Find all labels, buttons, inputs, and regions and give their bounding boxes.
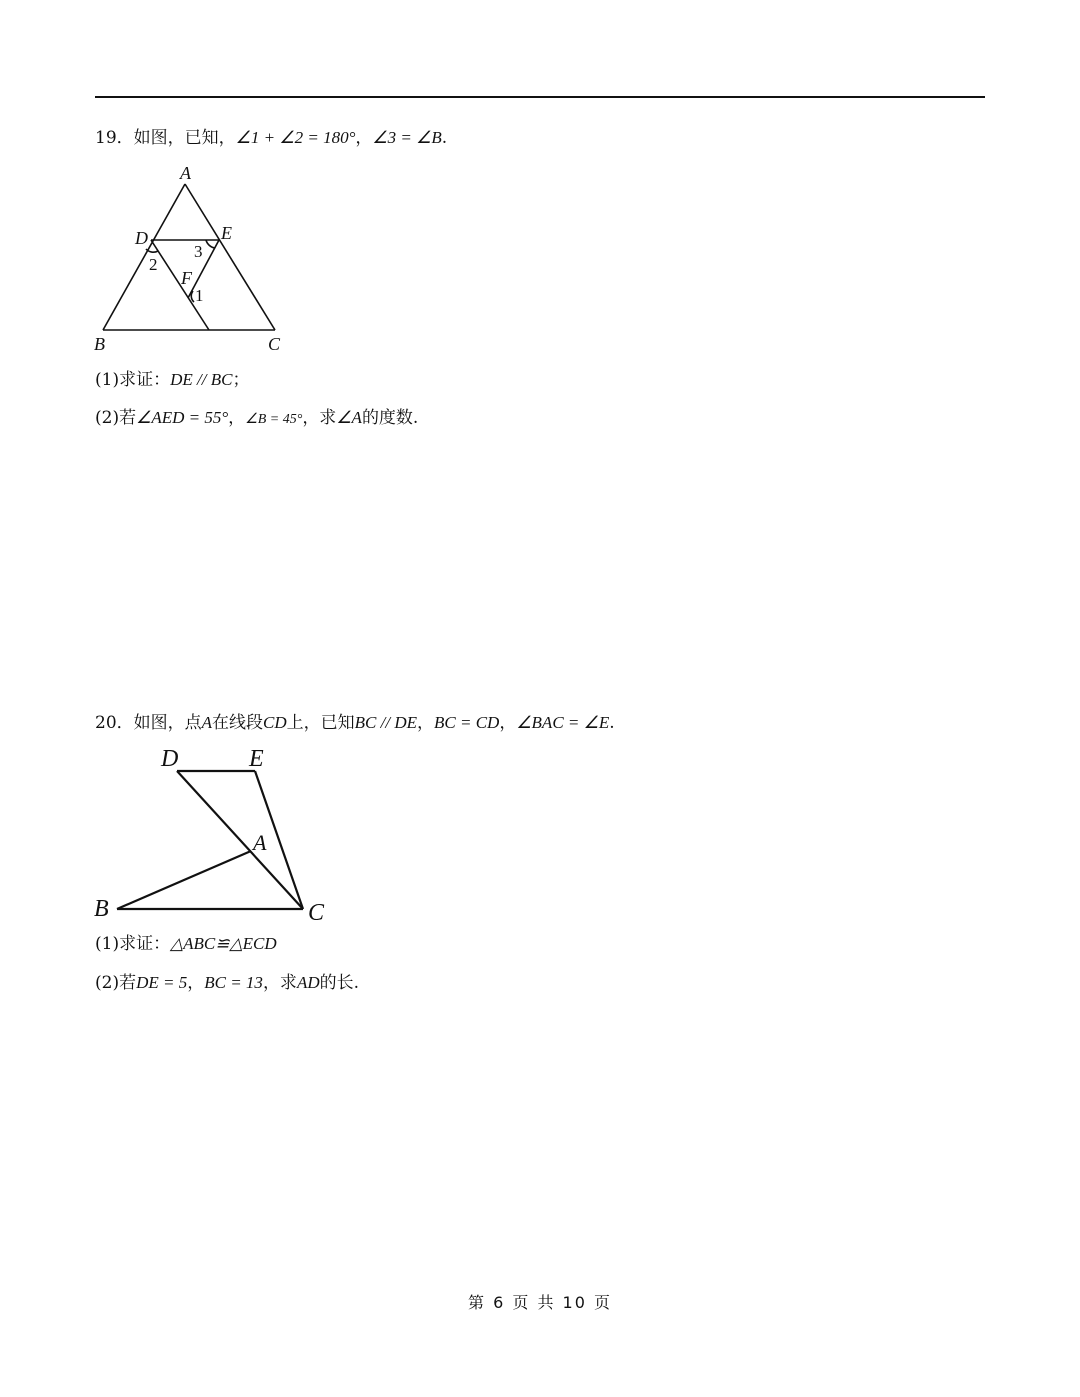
q20-label-b: B: [94, 896, 109, 922]
q20-part2-prefix: (2)若: [95, 973, 137, 993]
q20-stem-sep1: ，: [417, 713, 434, 733]
q19-label-d: D: [135, 228, 148, 248]
q20-stem-prefix: 20．如图，点: [95, 713, 202, 733]
q20-figure: [85, 740, 345, 930]
page-footer: 第 6 页 共 10 页: [468, 1293, 612, 1312]
q19-label-c: C: [268, 334, 281, 354]
q20-stem: [95, 712, 615, 734]
q19-angle-equal: ∠3 = ∠B: [372, 128, 442, 147]
q19-label-a: A: [180, 163, 191, 183]
q19-part2-mid: ，求: [302, 408, 337, 428]
q20-stem-parallel: BC // DE: [354, 713, 417, 732]
q19-part2-b: ∠B = 45°: [245, 412, 303, 427]
q20-stem-sep2: ，: [499, 713, 517, 733]
q19-label-b: B: [94, 334, 105, 354]
q19-part1-math: DE // BC: [170, 370, 233, 389]
q20-label-a: A: [253, 830, 267, 855]
q19-part2-aed: ∠AED = 55°: [136, 408, 229, 427]
q20-part1-prefix: (1)求证：: [95, 934, 171, 954]
q19-label-f: F: [181, 268, 192, 288]
q19-part2-a: ∠A: [336, 408, 362, 427]
q19-angle3-arc: [206, 240, 215, 248]
q19-label-e: E: [221, 223, 232, 243]
q20-segment-ba: [117, 851, 251, 909]
q19-part1-end: ；: [232, 370, 250, 390]
q19-stem: [95, 127, 447, 149]
q19-part1-prefix: (1)求证：: [95, 370, 171, 390]
q19-part2-end: 的度数.: [361, 408, 419, 428]
q20-part2-ad: AD: [296, 973, 320, 992]
q20-part2-mid: ，求: [262, 973, 297, 993]
q20-part2-bc: BC = 13: [204, 973, 263, 992]
q19-sep: ，: [355, 128, 373, 148]
q20-stem-angle: ∠BAC = ∠E: [516, 713, 610, 732]
q19-side-ab: [103, 184, 185, 330]
q20-label-d: D: [161, 746, 179, 772]
q20-stem-segment: CD: [263, 713, 287, 732]
header-rule: [95, 96, 985, 98]
q20-part2: [95, 972, 359, 994]
q19-stem-prefix: 19．如图，已知，: [95, 128, 236, 148]
q20-part1-math: △ABC≌△ECD: [170, 934, 277, 953]
q20-stem-end: .: [609, 713, 615, 733]
q20-stem-mid2: 上，已知: [286, 713, 355, 733]
q19-part2: [95, 407, 418, 431]
q19-angle-sum: ∠1 + ∠2 = 180°: [235, 128, 356, 147]
q19-part1: [95, 369, 249, 391]
q19-stem-end: .: [441, 128, 448, 148]
q19-triangle-figure: [85, 160, 305, 360]
q19-label-angle3: 3: [194, 242, 203, 261]
q19-label-angle1: 1: [195, 286, 204, 305]
q20-label-c: C: [308, 900, 325, 926]
q20-stem-point-a: A: [201, 713, 213, 732]
q20-part2-end: 的长.: [319, 973, 360, 993]
q19-angle1-arc: [191, 291, 194, 302]
q20-stem-mid1: 在线段: [212, 713, 264, 733]
q20-part2-sep: ，: [187, 973, 205, 993]
q20-stem-equal: BC = CD: [434, 713, 500, 732]
q20-segment-dc: [177, 771, 303, 909]
q19-label-angle2: 2: [149, 255, 158, 274]
q19-part2-prefix: (2)若: [95, 408, 137, 428]
q20-label-e: E: [249, 746, 264, 772]
q19-part2-sep: ，: [228, 408, 246, 428]
q20-part1: [95, 933, 277, 955]
q20-part2-de: DE = 5: [136, 973, 188, 992]
